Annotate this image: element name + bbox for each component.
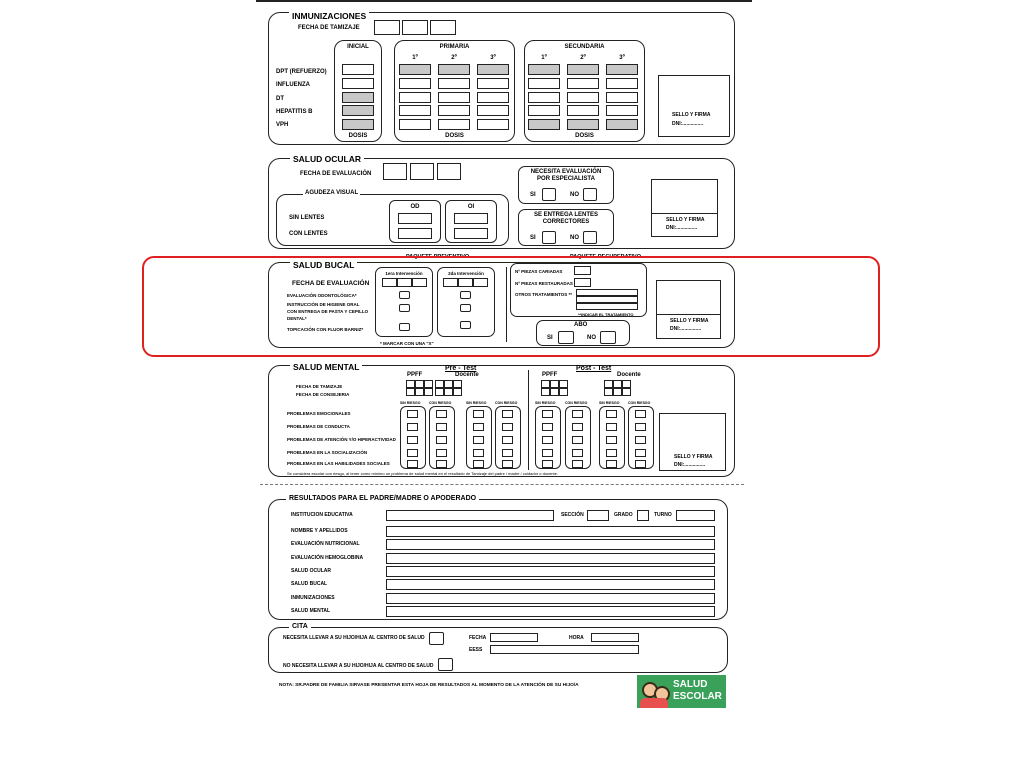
con-riesgo-label: CON RIESGO	[565, 401, 588, 405]
con-riesgo-label: CON RIESGO	[495, 401, 518, 405]
date-box[interactable]	[415, 388, 424, 396]
marcar-nota: * MARCAR CON UNA "X"	[380, 341, 434, 346]
cita-eess-label: EESS	[469, 647, 483, 653]
inicial-cell[interactable]	[342, 64, 374, 75]
risk-checkbox[interactable]	[572, 449, 583, 457]
resultado-field[interactable]	[386, 526, 715, 537]
risk-checkbox[interactable]	[436, 449, 447, 457]
abo-no: NO	[587, 335, 596, 341]
necesita-si: SI	[530, 192, 536, 198]
sin-riesgo-label: SIN RIESGO	[535, 401, 556, 405]
date-box[interactable]	[541, 380, 550, 388]
grade-cell	[528, 64, 560, 75]
salud-ocular-title: SALUD OCULAR	[290, 154, 364, 164]
piezas-restauradas-label: Nº PIEZAS RESTAURADAS	[515, 281, 573, 286]
grade-cell[interactable]	[438, 78, 470, 89]
secundaria-grade-3: 3º	[619, 55, 625, 61]
agudeza-label: AGUDEZA VISUAL	[305, 190, 359, 196]
cita-fecha-label: FECHA	[469, 635, 487, 641]
risk-checkbox[interactable]	[635, 423, 646, 431]
date-box[interactable]	[613, 380, 622, 388]
risk-checkbox[interactable]	[572, 460, 583, 468]
date-box[interactable]	[444, 380, 453, 388]
mental-nota: Se considera escolar con riesgo, al tener como mínimo un problema de salud mental en el resultado de Tamizaje del padre / madre / cuidador o docente.	[287, 471, 558, 476]
risk-checkbox[interactable]	[473, 410, 484, 418]
piezas-cariadas-label: Nº PIEZAS CARIADAS	[515, 269, 563, 274]
paquete-recuperativo-label: PAQUETE RECUPERATIVO	[570, 254, 641, 260]
resultado-label: SALUD MENTAL	[291, 607, 331, 614]
risk-checkbox[interactable]	[542, 410, 553, 418]
dni-label: DNI:...............	[674, 462, 706, 468]
resultado-field[interactable]	[386, 566, 715, 577]
grade-cell[interactable]	[606, 78, 638, 89]
turno-label: TURNO	[654, 512, 672, 518]
od-con-lentes[interactable]	[398, 228, 432, 239]
fecha-consejeria-label: FECHA DE CONSEJERIA	[296, 392, 350, 397]
risk-checkbox[interactable]	[473, 449, 484, 457]
date-box[interactable]	[406, 380, 415, 388]
primaria-dosis: DOSIS	[445, 133, 464, 139]
risk-checkbox[interactable]	[606, 410, 617, 418]
inmunizaciones-title: INMUNIZACIONES	[289, 11, 369, 21]
con-lentes-label: CON LENTES	[289, 231, 328, 237]
risk-checkbox[interactable]	[542, 423, 553, 431]
date-box[interactable]	[604, 388, 613, 396]
risk-checkbox[interactable]	[436, 410, 447, 418]
seccion-field[interactable]	[587, 510, 609, 521]
resultado-label: INMUNIZACIONES	[291, 594, 335, 601]
risk-checkbox[interactable]	[606, 460, 617, 468]
fecha-evaluacion-month[interactable]	[410, 163, 434, 180]
no-necesita-cita-label: NO NECESITA LLEVAR A SU HIJO/HIJA AL CENTRO DE SALUD	[283, 663, 434, 669]
bucal-fecha-label: FECHA DE EVALUACIÓN	[292, 280, 370, 287]
row-vph: VPH	[276, 122, 289, 128]
paquete-preventivo-label: PAQUETE PREVENTIVO	[406, 254, 470, 260]
mental-row-1: PROBLEMAS DE CONDUCTA	[287, 424, 350, 429]
row-dpt: DPT (REFUERZO)	[276, 69, 327, 75]
risk-checkbox[interactable]	[542, 449, 553, 457]
fecha-evaluacion-day[interactable]	[383, 163, 407, 180]
sello-label: SELLO Y FIRMA	[670, 318, 709, 324]
risk-checkbox[interactable]	[572, 423, 583, 431]
sello-label: SELLO Y FIRMA	[666, 217, 705, 223]
risk-checkbox[interactable]	[502, 449, 513, 457]
grade-cell	[438, 64, 470, 75]
pre-ppff-label: PPFF	[407, 372, 423, 378]
date-box[interactable]	[613, 388, 622, 396]
resultado-field[interactable]	[386, 606, 715, 617]
resultado-label: EVALUACIÓN NUTRICIONAL	[291, 541, 360, 548]
cita-fecha-field[interactable]	[490, 633, 538, 642]
logo-text-1: SALUD	[673, 679, 708, 690]
risk-checkbox[interactable]	[407, 460, 418, 468]
resultado-field[interactable]	[386, 539, 715, 550]
risk-checkbox[interactable]	[502, 436, 513, 444]
mental-row-2: PROBLEMAS DE ATENCIÓN Y/O HIPERACTIVIDAD	[287, 437, 396, 442]
oi-sin-lentes[interactable]	[454, 213, 488, 224]
children-icon	[640, 680, 668, 708]
risk-checkbox[interactable]	[635, 449, 646, 457]
grade-cell[interactable]	[399, 92, 431, 103]
date-box[interactable]	[435, 380, 444, 388]
grade-cell	[567, 119, 599, 130]
segunda-intervencion-label: 2da Intervención	[448, 271, 484, 276]
cita-title: CITA	[289, 622, 311, 632]
date-box[interactable]	[622, 380, 631, 388]
fecha-tamizaje-label: FECHA DE TAMIZAJE	[296, 384, 343, 389]
resultado-field[interactable]	[386, 553, 715, 564]
entrega-si-box[interactable]	[542, 231, 556, 244]
con-riesgo-label: CON RIESGO	[628, 401, 651, 405]
resultado-label: SALUD BUCAL	[291, 581, 328, 588]
secundaria-grade-1: 1º	[541, 55, 547, 61]
post-docente-label: Docente	[617, 372, 641, 378]
risk-checkbox[interactable]	[542, 460, 553, 468]
date-box[interactable]	[559, 388, 568, 396]
salud-mental-title: SALUD MENTAL	[290, 362, 362, 372]
sin-riesgo-label: SIN RIESGO	[466, 401, 487, 405]
risk-checkbox[interactable]	[572, 410, 583, 418]
date-box[interactable]	[622, 388, 631, 396]
risk-checkbox[interactable]	[473, 423, 484, 431]
grade-cell	[567, 64, 599, 75]
risk-checkbox[interactable]	[635, 436, 646, 444]
grade-cell[interactable]	[438, 105, 470, 116]
risk-checkbox[interactable]	[606, 436, 617, 444]
inicial-cell[interactable]	[342, 78, 374, 89]
bucal-topicacion-label: TOPICACIÓN CON FLUOR BARNIZ*	[287, 327, 364, 332]
institucion-label: INSTITUCION EDUCATIVA	[291, 512, 353, 518]
grade-cell[interactable]	[528, 92, 560, 103]
risk-checkbox[interactable]	[436, 423, 447, 431]
risk-checkbox[interactable]	[407, 449, 418, 457]
post-ppff-label: PPFF	[542, 372, 558, 378]
date-box[interactable]	[559, 380, 568, 388]
mental-divider	[528, 370, 529, 470]
cut-line	[260, 484, 744, 485]
risk-checkbox[interactable]	[436, 436, 447, 444]
dni-label: DNI:...............	[670, 326, 702, 332]
primera-intervencion-label: 1era Intervención	[385, 271, 423, 276]
abo-si: SI	[547, 335, 553, 341]
grade-cell[interactable]	[399, 119, 431, 130]
grade-cell[interactable]	[477, 105, 509, 116]
highlight-rectangle	[142, 256, 880, 357]
resultado-field[interactable]	[386, 593, 715, 604]
fecha-evaluacion-label: FECHA DE EVALUACIÓN	[300, 171, 372, 177]
logo-text-2: ESCOLAR	[673, 691, 722, 702]
mental-row-0: PROBLEMAS EMOCIONALES	[287, 411, 351, 416]
grade-cell[interactable]	[528, 105, 560, 116]
indicar-nota: **INDICAR EL TRATAMIENTO	[578, 312, 634, 317]
pre-docente-label: Docente	[455, 372, 479, 378]
grade-cell[interactable]	[438, 92, 470, 103]
resultado-label: SALUD OCULAR	[291, 567, 331, 574]
entrega-no-box[interactable]	[583, 231, 597, 244]
inicial-label: INICIAL	[347, 44, 369, 50]
risk-checkbox[interactable]	[635, 410, 646, 418]
risk-checkbox[interactable]	[436, 460, 447, 468]
oi-con-lentes[interactable]	[454, 228, 488, 239]
grade-cell[interactable]	[477, 92, 509, 103]
fecha-evaluacion-year[interactable]	[437, 163, 461, 180]
resultado-field[interactable]	[386, 579, 715, 590]
inicial-dosis: DOSIS	[348, 133, 368, 139]
grade-cell[interactable]	[606, 92, 638, 103]
grado-field[interactable]	[637, 510, 649, 521]
sin-riesgo-label: SIN RIESGO	[400, 401, 421, 405]
grade-cell	[399, 64, 431, 75]
inicial-cell	[342, 119, 374, 130]
bucal-evaluacion-label: EVALUACIÓN ODONTOLÓGICA*	[287, 293, 357, 298]
date-box[interactable]	[415, 380, 424, 388]
mental-row-3: PROBLEMAS EN LA SOCIALIZACIÓN	[287, 450, 368, 455]
primaria-label: PRIMARIA	[439, 44, 470, 50]
bucal-instruccion-label: INSTRUCCIÓN DE HIGIENE ORAL	[287, 302, 360, 307]
date-box[interactable]	[550, 388, 559, 396]
necesita-no-box[interactable]	[583, 188, 597, 201]
bucal-instruccion2-label: CON ENTREGA DE PASTA Y CEPILLO	[287, 309, 369, 314]
grade-cell	[528, 119, 560, 130]
inicial-cell	[342, 92, 374, 103]
date-box[interactable]	[604, 380, 613, 388]
dni-label: DNI:...............	[672, 121, 704, 127]
top-rule	[256, 0, 752, 2]
sello-label: SELLO Y FIRMA	[672, 112, 711, 118]
primaria-grade-1: 1º	[412, 55, 418, 61]
institucion-field[interactable]	[386, 510, 554, 521]
grado-label: GRADO	[614, 512, 633, 518]
od-label: OD	[410, 204, 420, 210]
grade-cell[interactable]	[477, 78, 509, 89]
risk-checkbox[interactable]	[606, 449, 617, 457]
grade-cell	[477, 64, 509, 75]
date-box[interactable]	[453, 380, 462, 388]
date-box[interactable]	[424, 388, 433, 396]
date-box[interactable]	[453, 388, 462, 396]
risk-checkbox[interactable]	[572, 436, 583, 444]
seccion-label: SECCIÓN	[561, 512, 584, 518]
grade-cell[interactable]	[567, 105, 599, 116]
risk-checkbox[interactable]	[542, 436, 553, 444]
otros-tratamientos-label: OTROS TRATAMIENTOS **	[515, 292, 573, 297]
fecha-tamizaje-month[interactable]	[402, 20, 428, 35]
grade-cell	[606, 119, 638, 130]
mental-row-4: PROBLEMAS EN LAS HABILIDADES SOCIALES	[287, 461, 390, 466]
bucal-instruccion3-label: DENTAL*	[287, 316, 307, 321]
risk-checkbox[interactable]	[606, 423, 617, 431]
resultado-label: EVALUACIÓN HEMOGLOBINA	[291, 554, 364, 561]
grade-cell[interactable]	[399, 105, 431, 116]
risk-checkbox[interactable]	[407, 423, 418, 431]
necesita-no: NO	[570, 192, 579, 198]
abo-label: ABO	[574, 322, 588, 328]
grade-cell[interactable]	[477, 119, 509, 130]
cita-eess-field[interactable]	[490, 645, 639, 654]
fecha-tamizaje-year[interactable]	[430, 20, 456, 35]
resultado-label: NOMBRE Y APELLIDOS	[291, 528, 348, 534]
row-hepatitis: HEPATITIS B	[276, 109, 313, 115]
risk-checkbox[interactable]	[502, 410, 513, 418]
fecha-tamizaje-day[interactable]	[374, 20, 400, 35]
grade-cell[interactable]	[438, 119, 470, 130]
risk-checkbox[interactable]	[635, 460, 646, 468]
date-box[interactable]	[435, 388, 444, 396]
risk-checkbox[interactable]	[473, 436, 484, 444]
grade-cell[interactable]	[567, 78, 599, 89]
grade-cell[interactable]	[399, 78, 431, 89]
sin-lentes-label: SIN LENTES	[289, 215, 325, 221]
no-necesita-cita-box[interactable]	[438, 658, 453, 671]
grade-cell	[606, 64, 638, 75]
row-influenza: INFLUENZA	[276, 82, 310, 88]
od-sin-lentes[interactable]	[398, 213, 432, 224]
cita-hora-field[interactable]	[591, 633, 639, 642]
turno-field[interactable]	[676, 510, 715, 521]
necesita-cita-box[interactable]	[429, 632, 444, 645]
row-dt: DT	[276, 96, 284, 102]
date-box[interactable]	[406, 388, 415, 396]
pre-test-label: Pre - Test	[445, 365, 477, 372]
cita-hora-label: HORA	[569, 635, 584, 641]
inmunizaciones-sello-box	[658, 75, 730, 137]
date-box[interactable]	[444, 388, 453, 396]
inicial-cell	[342, 105, 374, 116]
dni-label: DNI:...............	[666, 225, 698, 231]
nota-final: NOTA: SR.PADRE DE FAMILIA SIRVASE PRESENTAR ESTA HOJA DE RESULTADOS AL MOMENTO DE LA ATENCIÓN DE SU HIJO/A	[279, 683, 579, 688]
risk-checkbox[interactable]	[407, 410, 418, 418]
salud-escolar-logo	[637, 675, 726, 708]
sello-label: SELLO Y FIRMA	[674, 454, 713, 460]
fecha-tamizaje-label: FECHA DE TAMIZAJE	[298, 25, 360, 31]
risk-checkbox[interactable]	[502, 460, 513, 468]
oi-label: OI	[467, 204, 475, 210]
risk-checkbox[interactable]	[407, 436, 418, 444]
post-test-label: Post - Test	[576, 365, 612, 372]
date-box[interactable]	[541, 388, 550, 396]
secundaria-label: SECUNDARIA	[564, 44, 605, 50]
necesita-label: NECESITA EVALUACIÓN POR ESPECIALISTA	[530, 169, 602, 182]
entrega-si: SI	[530, 235, 536, 241]
resultados-title: RESULTADOS PARA EL PADRE/MADRE O APODERADO	[286, 494, 479, 504]
sin-riesgo-label: SIN RIESGO	[599, 401, 620, 405]
secundaria-dosis: DOSIS	[575, 133, 594, 139]
date-box[interactable]	[424, 380, 433, 388]
entrega-no: NO	[570, 235, 579, 241]
primaria-grade-3: 3º	[490, 55, 496, 61]
grade-cell[interactable]	[606, 105, 638, 116]
entrega-label: SE ENTREGA LENTES CORRECTORES	[533, 212, 599, 225]
grade-cell[interactable]	[567, 92, 599, 103]
con-riesgo-label: CON RIESGO	[429, 401, 452, 405]
grade-cell[interactable]	[528, 78, 560, 89]
salud-bucal-title: SALUD BUCAL	[290, 260, 357, 270]
risk-checkbox[interactable]	[473, 460, 484, 468]
necesita-si-box[interactable]	[542, 188, 556, 201]
primaria-grade-2: 2º	[451, 55, 457, 61]
risk-checkbox[interactable]	[502, 423, 513, 431]
date-box[interactable]	[550, 380, 559, 388]
secundaria-grade-2: 2º	[580, 55, 586, 61]
necesita-cita-label: NECESITA LLEVAR A SU HIJO/HIJA AL CENTRO DE SALUD	[283, 635, 425, 641]
